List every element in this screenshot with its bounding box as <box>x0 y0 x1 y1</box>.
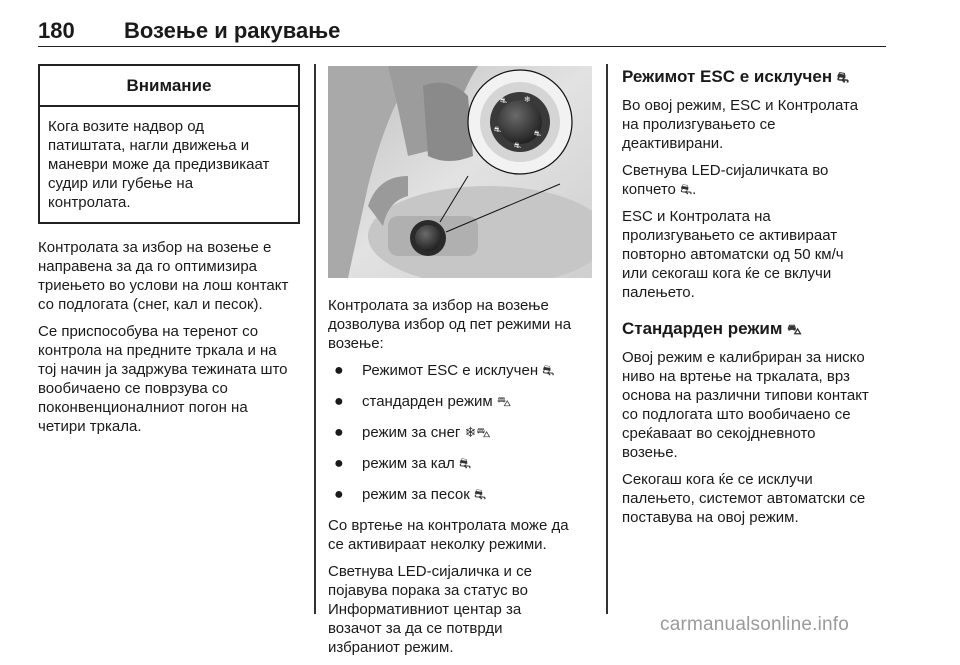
paragraph-esc-led: Светнува LED-сијаличката во копчето ⛐. <box>622 162 829 198</box>
drive-mode-list <box>328 361 592 504</box>
drive-mode-control-figure <box>328 66 592 278</box>
warning-text <box>40 107 298 222</box>
page-number: 180 <box>38 18 75 43</box>
warning-line: маневри може да предизвикаат <box>48 156 270 173</box>
esc-off-icon: ⛐ <box>680 181 693 197</box>
paragraph-standard-default: Секогаш кога ќе се исклучи палењето, системот автоматски се поставува на овој режим. <box>622 471 866 526</box>
snow-mode-icon: ❄⛍ <box>464 424 491 440</box>
mud-mode-icon: ⛐ <box>458 455 472 471</box>
svg-text:⛐: ⛐ <box>500 96 507 105</box>
column-middle <box>328 66 592 665</box>
standard-mode-icon: ⛍ <box>496 393 512 409</box>
warning-line: патиштата, нагли движења и <box>48 137 250 154</box>
svg-text:⛐: ⛐ <box>494 125 501 134</box>
list-item: ● стандарден режим ⛍ <box>334 393 512 410</box>
standard-mode-icon: ⛍ <box>787 321 802 337</box>
column-left <box>38 64 298 444</box>
paragraph-esc-off: Во овој режим, ESC и Контролата на пролизгувањето се деактивирани. <box>622 97 859 152</box>
warning-box <box>38 64 300 224</box>
sand-mode-icon: ⛐ <box>474 486 487 502</box>
warning-heading: Внимание <box>40 66 298 107</box>
warning-line: судир или губење на <box>48 175 194 192</box>
svg-text:❄: ❄ <box>524 95 531 104</box>
chapter-title: Возење и ракување <box>124 18 341 43</box>
svg-text:⛐: ⛐ <box>514 141 521 150</box>
paragraph-rotate: Со вртење на контролата може да се активираат неколку режими. <box>328 517 569 553</box>
paragraph-intro: Контролата за избор на возење е направена за да го оптимизира триењето во услови на лош контакт со подлогата (снег, кал и песок). <box>38 239 289 313</box>
column-divider <box>606 64 608 614</box>
paragraph-esc-reactivate: ESC и Контролата на пролизгувањето се активираат повторно автоматски од 50 км/ч или секогаш кога ќе се вклучи палењето. <box>622 208 844 301</box>
paragraph-modes-intro: Контролата за избор на возење дозволува избор од пет режими на возење: <box>328 297 572 352</box>
list-item: ● режим за снег ❄⛍ <box>334 424 491 441</box>
warning-line: контролата. <box>48 194 131 211</box>
esc-off-heading: Режимот ESC е исклучен ⛐ <box>622 67 849 86</box>
esc-off-icon: ⛐ <box>542 362 555 378</box>
esc-off-icon: ⛐ <box>836 69 849 85</box>
paragraph-terrain: Се приспособува на теренот со контрола на предните тркала и на тој начин ја задржува тежината што вообичаено се поврзува со поконвенционалниот погон на четири тркала. <box>38 323 288 435</box>
paragraph-led: Светнува LED-сијаличка и се појавува порака за статус во Информативниот центар за возачот за да се потврди избраниот режим. <box>328 563 532 656</box>
standard-mode-heading: Стандарден режим ⛍ <box>622 319 802 338</box>
list-item: ● режим за кал ⛐ <box>334 455 472 472</box>
paragraph-standard: Овој режим е калибриран за ниско ниво на вртење на тркалата, врз основа на различни типови контакт со подлогата што вообичаено се среќаваат во секојдневното возење. <box>622 349 869 461</box>
watermark: carmanualsonline.info <box>660 614 850 635</box>
list-item: ● Режимот ESC е исклучен ⛐ <box>334 362 555 379</box>
svg-text:⛐: ⛐ <box>534 129 541 138</box>
column-right <box>622 66 888 535</box>
column-divider <box>314 64 316 614</box>
warning-line: Кога возите надвор од <box>48 118 204 135</box>
page-header <box>38 14 886 47</box>
list-item: ● режим за песок ⛐ <box>334 486 487 503</box>
drive-mode-control-illustration <box>328 66 592 278</box>
